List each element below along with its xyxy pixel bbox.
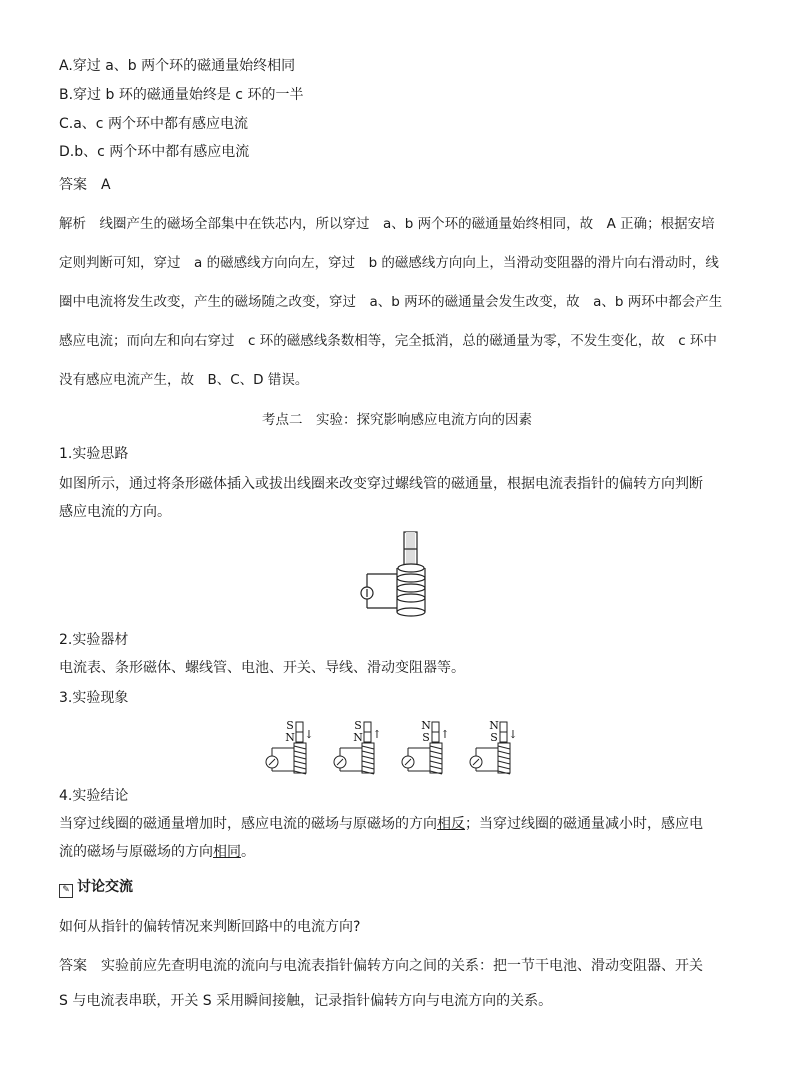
pole-top-label: N [489,719,499,732]
discuss-title: 讨论交流 [77,879,133,895]
s4-part: ；当穿过线圈的磁通量减小时，感应电 [465,816,703,832]
s4-text-line2 [59,842,255,862]
analysis-line: 定则判断可知，穿过 a 的磁感线方向向左，穿过 b 的磁感线方向向上，当滑动变阻器的滑片向右滑动时，线 [59,255,719,271]
s4-keyword-same: 相同 [213,844,241,860]
s2-text: 电流表、条形磁体、螺线管、电池、开关、导线、滑动变阻器等。 [59,660,465,676]
answer-2-line: 答案 实验前应先查明电流的流向与电流表指针偏转方向之间的关系：把一节干电池、滑动变阻器、开关 [59,958,703,974]
solenoid-figure [355,528,440,618]
analysis-line: 没有感应电流产生，故 B、C、D 错误。 [59,372,309,388]
s1-text-line: 如图所示，通过将条形磁体插入或拔出线圈来改变穿过螺线管的磁通量，根据电流表指针的偏转方向判断 [59,476,703,492]
s4-text-line1 [59,814,703,834]
phenomenon-figures [262,716,532,778]
discuss-heading [59,877,133,898]
pole-bottom-label: S [422,731,430,744]
section-title: 考点二 实验：探究影响感应电流方向的因素 [262,412,532,428]
pole-top-label: S [354,719,362,732]
pole-bottom-label: S [490,731,498,744]
s4-part: 当穿过线圈的磁通量增加时，感应电流的磁场与原磁场的方向 [59,816,437,832]
motion-arrow: ↓ [508,728,518,741]
pole-top-label: N [421,719,431,732]
s4-keyword-opposite: 相反 [437,816,465,832]
answer-2-line: S 与电流表串联，开关 S 采用瞬间接触，记录指针偏转方向与电流方向的关系。 [59,993,553,1009]
option-d: D.b、c 两个环中都有感应电流 [59,144,250,160]
pole-bottom-label: N [285,731,295,744]
s1-text-line: 感应电流的方向。 [59,504,171,520]
pole-top-label: S [286,719,294,732]
option-b: B.穿过 b 环的磁通量始终是 c 环的一半 [59,87,304,103]
phenomenon-4 [470,719,518,774]
analysis-line: 解析 线圈产生的磁场全部集中在铁芯内，所以穿过 a、b 两个环的磁通量始终相同，故 A 正确；根据安培 [59,216,715,232]
s4-title: 4.实验结论 [59,788,129,804]
pole-bottom-label: N [353,731,363,744]
s4-part: 。 [241,844,255,860]
motion-arrow: ↑ [440,728,450,741]
phenomenon-2 [334,719,382,774]
phenomenon-3 [402,719,450,774]
answer-1: 答案 A [59,177,111,193]
edit-icon: ✎ [59,884,73,898]
motion-arrow: ↑ [372,728,382,741]
analysis-line: 感应电流；而向左和向右穿过 c 环的磁感线条数相等，完全抵消，总的磁通量为零，不发生变化，故 c 环中 [59,333,717,349]
phenomenon-1 [266,719,314,774]
motion-arrow: ↓ [304,728,314,741]
analysis-line: 圈中电流将发生改变，产生的磁场随之改变，穿过 a、b 两环的磁通量会发生改变，故 a、b 两环中都会产生 [59,294,723,310]
s1-title: 1.实验思路 [59,446,129,462]
question: 如何从指针的偏转情况来判断回路中的电流方向? [59,919,361,935]
s2-title: 2.实验器材 [59,632,129,648]
s4-part: 流的磁场与原磁场的方向 [59,844,213,860]
option-c: C.a、c 两个环中都有感应电流 [59,116,248,132]
option-a: A.穿过 a、b 两个环的磁通量始终相同 [59,58,296,74]
s3-title: 3.实验现象 [59,690,129,706]
